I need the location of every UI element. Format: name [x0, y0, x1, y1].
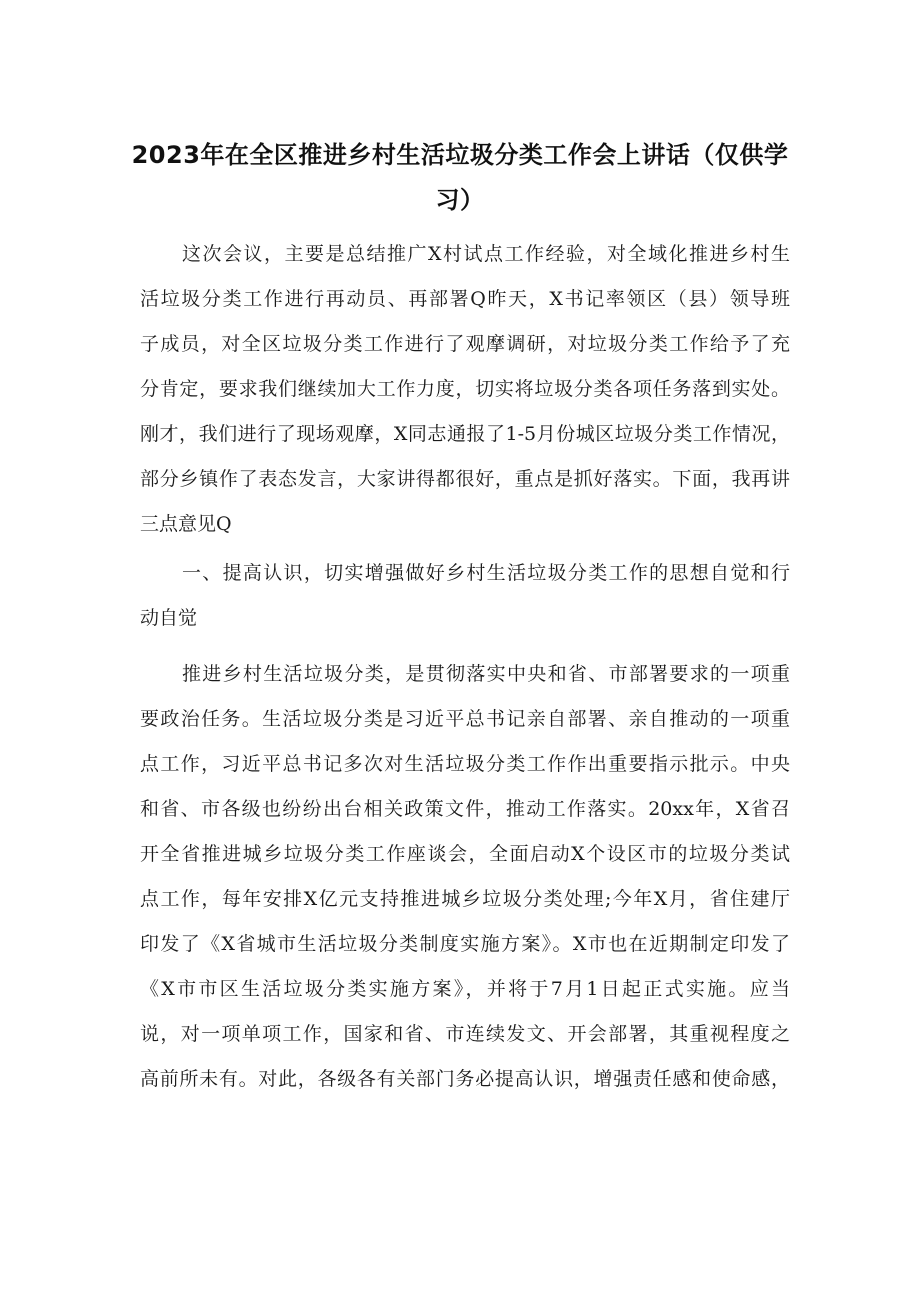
paragraph-line: 刚才，我们进行了现场观摩，X同志通报了1-5月份城区垃圾分类工作情况，	[140, 423, 790, 445]
paragraph-line: 分肯定，要求我们继续加大工作力度，切实将垃圾分类各项任务落到实处。	[140, 378, 790, 400]
paragraph-line: 要政治任务。生活垃圾分类是习近平总书记亲自部署、亲自推动的一项重	[140, 708, 790, 730]
paragraph-line: 《X市市区生活垃圾分类实施方案》，并将于7月1日起正式实施。应当	[140, 978, 790, 1000]
paragraph-line: 高前所未有。对此，各级各有关部门务必提高认识，增强责任感和使命感，	[140, 1068, 790, 1090]
paragraph-line: 点工作，习近平总书记多次对生活垃圾分类工作作出重要指示批示。中央	[140, 753, 790, 775]
document-title-line-2: 习）	[435, 186, 485, 214]
paragraph-line: 说，对一项单项工作，国家和省、市连续发文、开会部署，其重视程度之	[140, 1023, 790, 1045]
paragraph-line: 这次会议，主要是总结推广X村试点工作经验，对全域化推进乡村生	[182, 243, 790, 265]
paragraph-line: 印发了《X省城市生活垃圾分类制度实施方案》。X市也在近期制定印发了	[140, 933, 790, 955]
document-title-line-1: 2023年在全区推进乡村生活垃圾分类工作会上讲话（仅供学	[131, 141, 789, 169]
section-heading-line: 动自觉	[140, 607, 198, 629]
paragraph-line: 开全省推进城乡垃圾分类工作座谈会，全面启动X个设区市的垃圾分类试	[140, 843, 790, 865]
section-heading-line: 一、提高认识，切实增强做好乡村生活垃圾分类工作的思想自觉和行	[182, 562, 790, 584]
paragraph-line: 和省、市各级也纷纷出台相关政策文件，推动工作落实。20xx年，X省召	[140, 798, 790, 820]
paragraph-line: 子成员，对全区垃圾分类工作进行了观摩调研，对垃圾分类工作给予了充	[140, 333, 790, 355]
paragraph-line: 点工作，每年安排X亿元支持推进城乡垃圾分类处理;今年X月，省住建厅	[140, 888, 790, 910]
paragraph-line: 推进乡村生活垃圾分类，是贯彻落实中央和省、市部署要求的一项重	[182, 663, 790, 685]
paragraph-line: 活垃圾分类工作进行再动员、再部署Q昨天，X书记率领区（县）领导班	[140, 288, 790, 310]
paragraph-line: 部分乡镇作了表态发言，大家讲得都很好，重点是抓好落实。下面，我再讲	[140, 468, 790, 490]
paragraph-line: 三点意见Q	[140, 513, 232, 535]
